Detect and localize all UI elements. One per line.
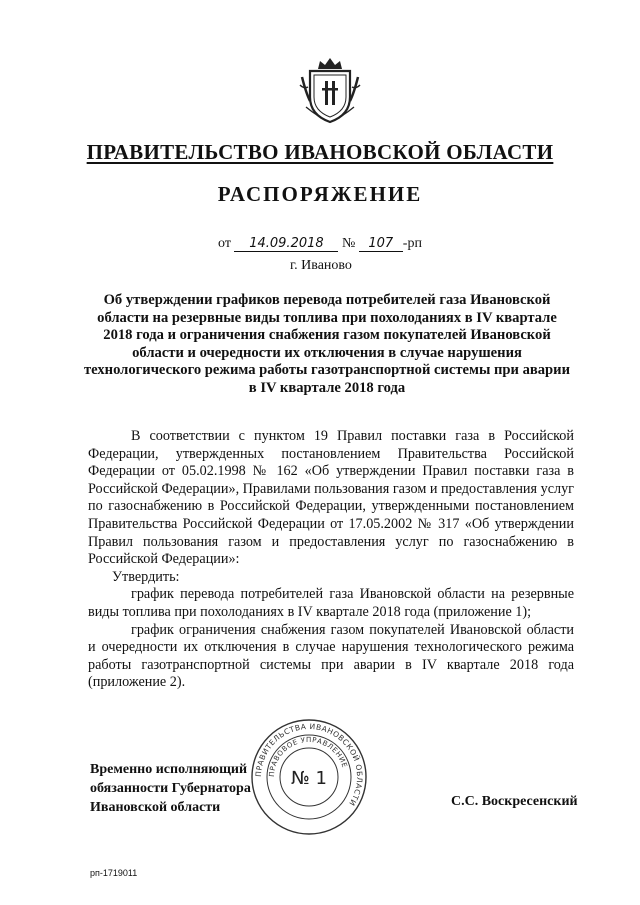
signatory-name: С.С. Воскресенский bbox=[451, 794, 578, 809]
government-name: ПРАВИТЕЛЬСТВО ИВАНОВСКОЙ ОБЛАСТИ bbox=[86, 140, 554, 164]
item-1-paragraph: график перевода потребителей газа Ивановской области на резервные виды топлива при похолоданиях в IV квартале 2018 года (приложение 1); bbox=[88, 586, 574, 620]
document-subject: Об утверждении графиков перевода потребителей газа Ивановской области на резервные виды топлива при похолоданиях в IV квартале 2018 года и ограничения снабжения газом покупателей Ивановской области и очередности их отключения в случае нарушения технологического режима работы газотранспортной системы при аварии в IV квартале 2018 года bbox=[84, 292, 570, 396]
ivanovo-coat-of-arms-icon bbox=[298, 55, 362, 125]
stamp-number: № 1 bbox=[291, 768, 327, 789]
preamble-paragraph: В соответствии с пунктом 19 Правил поставки газа в Российской Федерации, утвержденных постановлением Правительства Российской Федерации от 05.02.1998 № 162 «Об утверждении Правил поставки газа в Российской Федерации», Правилами пользования газом и предоставления услуг по газоснабжению в Российской Федерации, утвержденными постановлением Правительства Российской Федерации от 17.05.2002 № 317 «Об утверждении Правил пользования газом и предоставления услуг по газоснабжению в Российской Федерации»: bbox=[88, 428, 574, 568]
approve-paragraph: Утвердить: bbox=[112, 568, 180, 585]
city: г. Иваново bbox=[290, 258, 352, 273]
document-type: РАСПОРЯЖЕНИЕ bbox=[217, 182, 423, 206]
signatory-line-1: Временно исполняющий bbox=[90, 762, 248, 777]
document-number: 107 bbox=[359, 236, 403, 252]
stamp-inner-text: ПРАВОВОЕ УПРАВЛЕНИЕ bbox=[267, 735, 349, 778]
stamp-outer-text: ПРАВИТЕЛЬСТВА ИВАНОВСКОЙ ОБЛАСТИ bbox=[253, 721, 365, 808]
government-title bbox=[0, 140, 640, 165]
document-date: 14.09.2018 bbox=[234, 236, 338, 252]
registration-line bbox=[218, 236, 422, 252]
signatory-position bbox=[90, 760, 251, 817]
from-label: от bbox=[218, 236, 231, 251]
official-stamp-icon bbox=[250, 718, 368, 836]
signatory-line-2: обязанности Губернатора bbox=[90, 781, 251, 796]
item-2-paragraph: график ограничения снабжения газом покупателей Ивановской области и очередности их отключения в случае нарушения технологического режима работы газотранспортной системы при аварии в IV квартале 2018 года (приложение 2). bbox=[88, 621, 574, 691]
signatory-line-3: Ивановской области bbox=[90, 800, 221, 815]
number-suffix: -рп bbox=[402, 236, 422, 251]
number-sign: № bbox=[341, 236, 356, 251]
footer-code: рп-1719011 bbox=[90, 868, 138, 878]
document-body bbox=[88, 428, 574, 692]
